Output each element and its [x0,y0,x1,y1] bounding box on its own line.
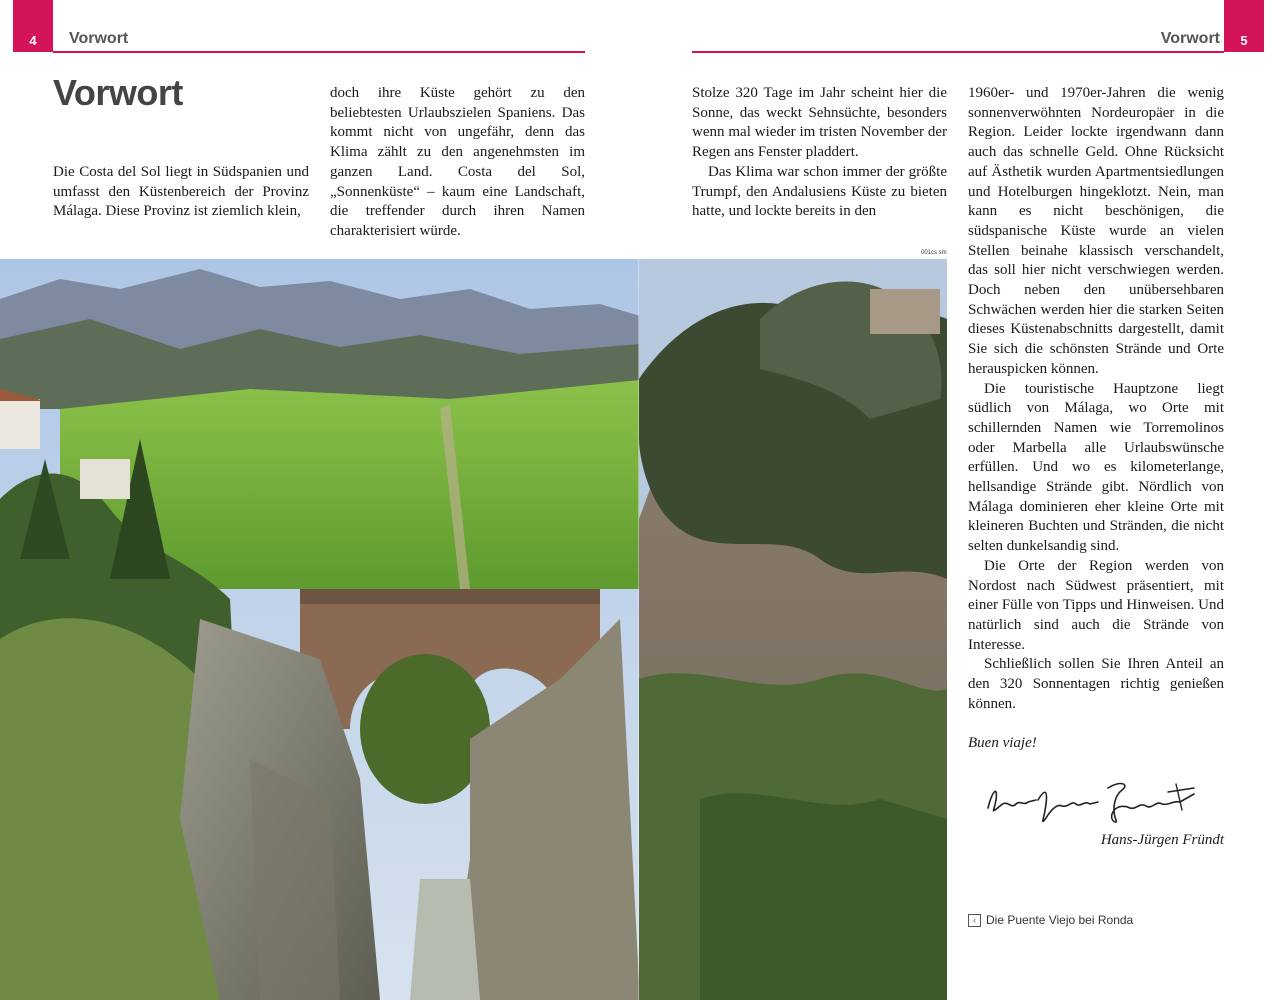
running-head-right: Vorwort [1160,30,1220,47]
paragraph: Schließlich sollen Sie Ihren Anteil an den 320 Sonnentagen richtig genießen können. [968,656,1224,712]
paragraph: Die touristische Hauptzone liegt südlich von Málaga, wo Orte mit schillernden Namen wie Torremolinos oder Marbella alle Urlaubswünsche erfüllen. Und wo es kilometerlange, hellsandige Strände gibt. Nördlich von Málaga dominieren eher kleine Orte mit kleineren Buchten und Stränden, die nicht selten dunkelsandig sind. [968,380,1224,555]
text-column-1 [53,163,309,222]
signoff: Buen viaje! [968,735,1037,751]
running-head-left: Vorwort [69,30,129,47]
photo-caption [968,913,1133,927]
text-column-3 [692,84,947,222]
author-name: Hans-Jürgen Fründt [1100,832,1224,848]
chapter-title: Vorwort [53,72,183,113]
page-number-right: 5 [1224,0,1264,52]
left-arrow-box-icon: ‹ [968,914,981,927]
photo-puente-viejo [0,259,947,1000]
page-gutter [638,259,639,1000]
paragraph: doch ihre Küste gehört zu den beliebtesten Urlaubszielen Spaniens. Das kommt nicht von ungefähr, denn das Klima zählt zu den angenehmsten im ganzen Land. Costa del Sol, „Sonnenküste“ – kaum eine Landschaft, die treffender durch ihren Namen charakterisiert würde. [330,85,585,239]
photo-code: 001cs sm [921,250,947,256]
paragraph: Das Klima war schon immer der größte Trumpf, den Andalusiens Küste zu bieten hatte, und lockte bereits in den [692,163,947,220]
text-column-2 [330,84,585,242]
page-number-left: 4 [13,0,53,52]
header-rule-left [53,51,585,53]
handwritten-signature [980,770,1230,830]
paragraph: 1960er- und 1970er-Jahren die wenig sonnenverwöhnten Nordeuropäer in die Region. Leider lockte irgendwann dann auch das schnelle Geld. Ohne Rücksicht auf Ästhetik wurden Apartmentsiedlungen und Hotelburgen hingeklotzt. Nein, man kann es nicht beschönigen, die südspanische Küste wurde an vielen Stellen beinahe klassisch verschandelt, das soll hier nicht verschwiegen werden. Doch neben den unübersehbaren Schwächen werden hier die starken Seiten dieses Küstenabschnitts dargestellt, damit Sie sich die schönsten Strände und Orte herauspicken können. [968,85,1224,377]
paragraph: Die Orte der Region werden von Nordost nach Südwest präsentiert, mit einer Fülle von Tipps und Hinweisen. Und natürlich sind auch die Strände von Interesse. [968,557,1224,653]
paragraph: Die Costa del Sol liegt in Südspanien und umfasst den Küstenbereich der Provinz Málaga. Diese Provinz ist ziemlich klein, [53,164,309,220]
caption-text: Die Puente Viejo bei Ronda [986,913,1134,927]
paragraph: Stolze 320 Tage im Jahr scheint hier die Sonne, das weckt Sehnsüchte, besonders wenn mal wieder im tristen November der Regen ans Fenster pladdert. [692,85,947,161]
header-rule-right [692,51,1224,53]
text-column-4 [968,84,1224,715]
